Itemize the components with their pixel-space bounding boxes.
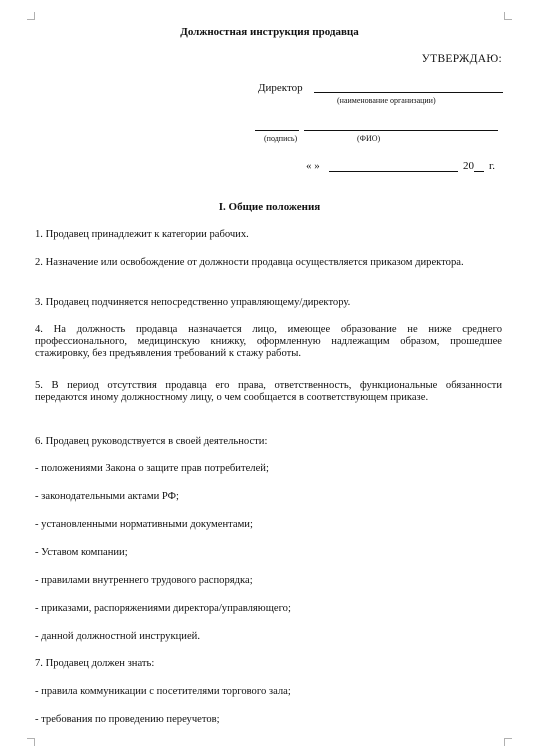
crop-mark-bottom-right [504,738,512,746]
list-item: - правила коммуникации с посетителями торгового зала; [35,686,291,697]
year-fill-line [474,171,484,172]
paragraph: 5. В период отсутствия продавца его права, ответственность, функциональные обязанности передаются иному должностному лицу, о чем сообщается в соответствующем приказе. [35,380,502,403]
signature-caption: (подпись) [264,134,298,143]
year-suffix: г. [489,160,496,172]
list-item: - установленными нормативными документами; [35,519,253,530]
list-item: - положениями Закона о защите прав потребителей; [35,463,269,474]
crop-mark-top-right [504,12,512,20]
paragraph: 1. Продавец принадлежит к категории рабочих. [35,229,249,240]
director-label: Директор [258,82,303,94]
director-fill-line [314,92,503,93]
crop-mark-top-left [27,12,35,20]
fio-fill-line [304,130,498,131]
paragraph: 7. Продавец должен знать: [35,658,155,669]
org-caption: (наименование организации) [337,96,436,105]
approve-label: УТВЕРЖДАЮ: [421,53,502,65]
list-item: - данной должностной инструкцией. [35,631,200,642]
list-item: - требования по проведению переучетов; [35,714,220,725]
paragraph: 4. На должность продавца назначается лицо, имеющее образование не ниже среднего профессионального, медицинскую книжку, оформленную надлежащим образом, прошедшее стажировку, без предъявления требований к стажу работы. [35,324,502,359]
document-title: Должностная инструкция продавца [180,26,359,38]
list-item: - приказами, распоряжениями директора/управляющего; [35,603,291,614]
signature-fill-line [255,130,299,131]
list-item: - законодательными актами РФ; [35,491,179,502]
list-item: - Уставом компании; [35,547,128,558]
list-item: - правилами внутреннего трудового распорядка; [35,575,253,586]
year-prefix: 20 [463,160,474,172]
date-quote: « » [306,160,320,172]
paragraph: 6. Продавец руководствуется в своей деятельности: [35,436,268,447]
section-title: I. Общие положения [218,201,321,213]
date-fill-line [329,171,458,172]
paragraph: 3. Продавец подчиняется непосредственно управляющему/директору. [35,297,351,308]
paragraph: 2. Назначение или освобождение от должности продавца осуществляется приказом директора. [35,257,464,268]
fio-caption: (ФИО) [357,134,381,143]
crop-mark-bottom-left [27,738,35,746]
